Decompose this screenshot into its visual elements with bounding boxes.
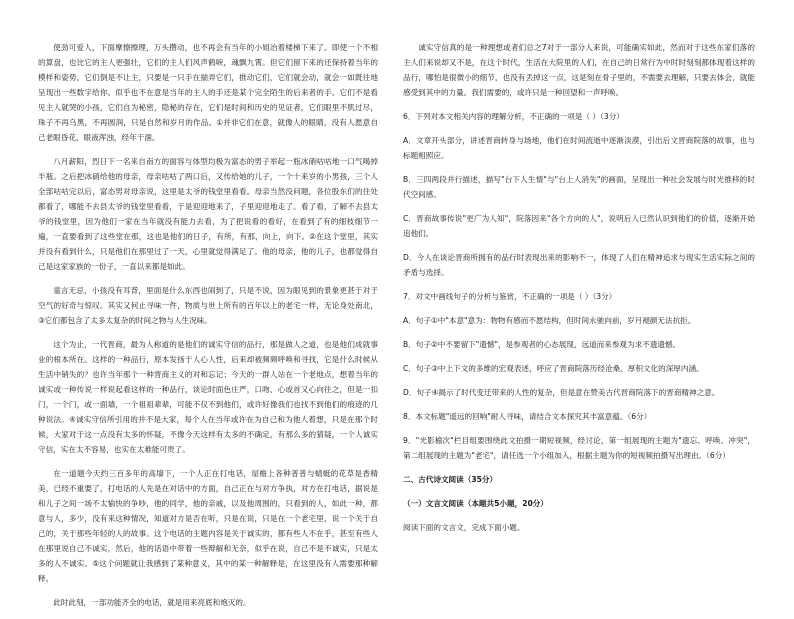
question-6-option-a: A．文章开头部分，讲述晋商转身与场地，他们在时间流逝中逐渐淡漠，引出后文晋商院落的故事，也与标题相照应。	[403, 136, 755, 160]
passage-paragraph-3: 童言无忌，小孩没有耳背，里面是什么东西也闹到了，只是不说，因为眼见到的景象更甚于对于空气的好奇与惊叹。其实又何止寻味一件，物质与世上所有的百年以上的老宅一样，无论身处南北，③它们都包含了太多太复杂的时间之物与人生况味。	[38, 286, 378, 325]
passage-paragraph-7: 诚实守信真的是一种理想或者们总之7对于一部分人来说，可能确实如此，然而对于这些东家们落的主人们来说却又不是，在这个时代，生活在大院里的人们，在自己的日常行为中时时刻刻都体现着这样的品行，哪怕是很微小的细节，也没有丢掉这一点，这是刻在骨子里的，不需要去理解，只要去体会，就能感受到其中的力量。我们需要的，或许只是一种回望和一声呼唤。	[403, 43, 755, 97]
section-2-title: 二、古代诗文阅读（35分）	[403, 475, 498, 484]
question-7-stem: 7．对文中画线句子的分析与鉴赏，不正确的一项是（ ）（3分）	[403, 292, 617, 301]
question-6-option-c: C．晋商故事传说"更广为人知"，院落因来"各个方向的人"，说明后人已然认识到他们的价值，逐渐开始追他们。	[403, 214, 755, 238]
question-7-option-d: D．句子④揭示了时代变迁带来的人性的复杂，但是意在赞美古代晋商院落下的晋商精神之意。	[403, 388, 720, 397]
passage-paragraph-4: 这个为止，一代晋商，最为人称道的是他们的诚实守信的品行，那是做人之道，也是他们成就事业的根本所在。这样的一种品行，原本发扬于人心人性，后来却被频频呼唤和寻找，它是什么时候从生活中销失的？也许当年那个一种晋商主义的对和忘记；今天的一群人站在一个老地点，想着当年的诚实或一种传说一样说起看这样的一种品行，谈论时面色庄严，口吻、心或首又心向往之，但是一扣门，一个门，或一面墙，一个祖祖辈辈，可能不仅不到他们，或许好像我们也找不到他们的痕迹的几种说法。④诚实守信所引用的并不是大家，每个人在当年或许在为自己和为他人着想，只是在那个时候，大家对于这一点没有太多的怀疑，不像今天这样有太多的不确定，有那么多的猜疑，一个人诚实守信，实在太不容易，也实在太难能可贵了。	[38, 340, 378, 454]
passage-paragraph-1: 使劲可爱人，下面摩擦擦理，万头攒动，也不再会有当年的小姐冶着楼梯下来了。即使一个不相的算盘，也比它的主人更强壮，它们的主人们风声鹤唳，魂飘九霄。但它们留下来的还保持着当年的模样和姿势，它们倒是不让主，只要是一只手在揣弄它们，推动它们，它们就会动，就会一如既往地呈现出一些数字给你。似乎也不在意是当年的主人的手还是某个完全陌生的后来者的手。它们不是看见主人就哭的小孩，它们自为秘密，隐秘的存在，它们是时间和历史的见证者，它们眼里不肌过尽，珠子不再乌黑，不再圆润，只是自然和岁月的作品。①并非它们在意，就像人的眼睛，没有人愿意自己老眼昏花，眼液浑浊，经年干涸。	[38, 43, 378, 142]
reading-instruction: 阅读下面的文言文，完成下面小题。	[403, 523, 525, 532]
question-7-option-b: B．句子②中不要留下"遗憾"，是参观者的心态展现，远道而来参观为求不遗遗憾。	[403, 340, 681, 349]
left-column	[38, 40, 378, 619]
passage-paragraph-5: 在一道题今天约三百多年的高墙下，一个人正在打电话，屋檐上各种普普与蜻蜓的花草是香精美，已经不重要了，打电话的人先是在对话中的方面，自己正在与对方争执，对方在打电话，据说是和儿子之间一场不太愉快的争吵，他的同学，他的亲戚，以及他周围的，只看到的人，如此一种，都意与人，多少，没有来这种情况，知道对方是否在听，只是在说，只是在一个老宅里，说一个关于自己的，关于那些年轻的人的故事。这个电话的主题内容是关于诚实的，都有些人不在乎，甚至有些人在那里说自己不诚实，然后，他的话语中带着一些辩解和无奈，似乎在说，自己不是不诚实，只是太多的人不诚实。⑤这个问题就让我感到了某种意义，其中的某一种解释是，在这里没有人需要那种解释。	[38, 469, 378, 583]
question-7-option-a: A．句子①中"本意"意为：物物有感而不愿结构，但时间永驰向前，岁月褪颜无法抗拒。	[403, 316, 696, 325]
question-9: 9．"光影榆次"栏目组要围绕此文拍摄一期短视频，经讨论，第一组展现的主题为"遗忘、呼唤、冲突"，第二组展现的主题为"老宅"，请任选一个小组加入，根据主题为你的短视频拍摄写出理由。（6分）	[403, 436, 755, 460]
question-6-option-b: B．三四两段并行描述，描写"台下人生情"与"台上人消失"的画面，呈现出一种社会发展与时光推移的时代空间感。	[403, 175, 755, 199]
question-8: 8．本文标题"遥远的回响"耐人寻味，请结合文本探究其丰富意蕴。（6分）	[403, 412, 652, 421]
question-7-option-c: C．句子③中上下文的多维的宏观表述，呼应了晋商院落历经沧桑、厚积文化的深厚内涵。	[403, 364, 704, 373]
subsection-title: （一）文言文阅读（本题共5小题，20分）	[403, 499, 548, 508]
passage-paragraph-6: 此时此刻，一部功能齐全的电话，就是用来亮底和炮灭的。	[53, 598, 251, 607]
passage-paragraph-2: 八月薪阳，烈日下一名来自南方的面容与体型均极为富态的男子举起一瓶冰硝咕咕地一口气喝掉半瓶。之后把冰硝给他的母亲，母亲咕咕了两口后，又传给她的儿子，一个十来岁的小男孩，三个人全部咕咕完以后，富态男对母亲说，这里是太爷的钱堂里看看。母亲当然没问题，各位股东们的住处都看了，哪能不去县太爷的钱堂里看看，于是迎迎地来了，子里迎迎地走了。看了看，了解不去县太爷的钱堂里，因为他们一家在当年就没有能力去看，为了把说看的看好，在看到了有的细枝细节一遍，一直要看到了这些堂在那，这也是他们的日子，有所，有那，向上，向下。②在这个堂里，其实并没有看到什么，只是他们在那里过了一天，心里就觉得满足了。他的母亲，他的儿子，也都觉得自己是这家家族的一份子，一直以来都是如此。	[38, 157, 378, 271]
question-6-option-d: D．今人在谈论晋商所拥有的品行时表现出来的影响不一，体现了人们在精神追求与现实生活实际之间的矛盾与选择。	[403, 253, 755, 277]
right-column	[403, 40, 755, 544]
question-6-stem: 6．下列对本文相关内容的理解分析，不正确的一项是（ ）（3分）	[403, 112, 624, 121]
